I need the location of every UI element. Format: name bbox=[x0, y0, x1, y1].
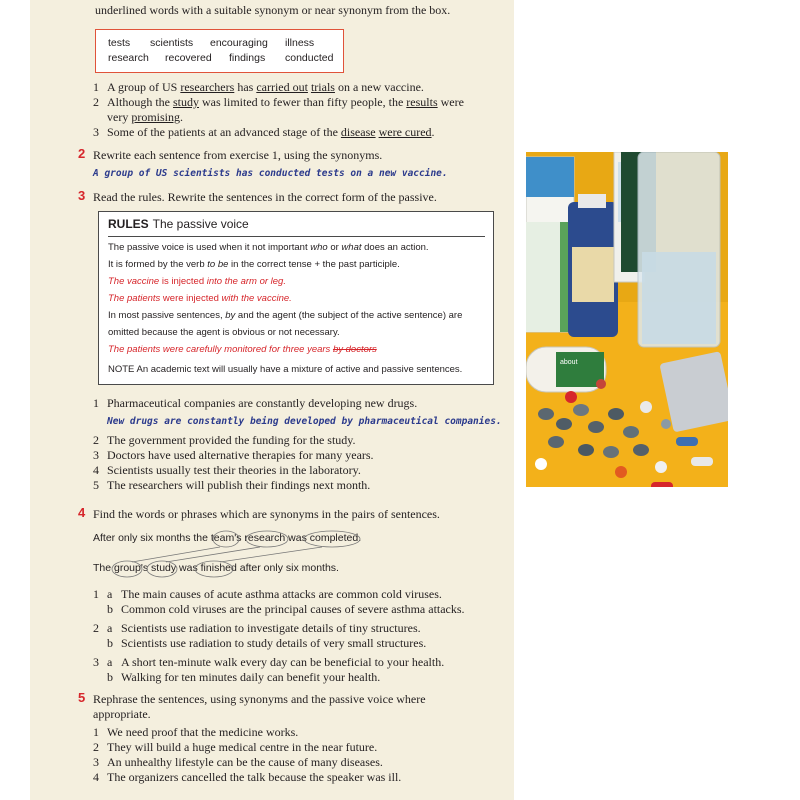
box-word: tests bbox=[108, 37, 131, 49]
ex3-item: 2 The government provided the funding for the study. bbox=[93, 433, 356, 447]
link-line bbox=[166, 547, 260, 562]
ex3-item: 3 Doctors have used alternative therapies for many years. bbox=[93, 448, 374, 462]
ex4-pair-3a: 3 a A short ten-minute walk every day can be beneficial to your health. bbox=[93, 655, 445, 669]
ex5-item: 3 An unhealthy lifestyle can be the cause of many diseases. bbox=[93, 755, 383, 769]
rule-line: It is formed by the verb to be in the correct tense + the past participle. bbox=[108, 259, 400, 270]
box-word: illness bbox=[285, 37, 315, 49]
rule-line: In most passive sentences, by and the agent (the subject of the active sentence) are bbox=[108, 310, 463, 321]
ex1-sentence-3: 3 Some of the patients at an advanced stage of the disease were cured. bbox=[93, 125, 435, 139]
ex5-instruction: Rephrase the sentences, using synonyms and the passive voice where bbox=[93, 692, 426, 706]
ex1-instruction-line: underlined words with a suitable synonym or near synonym from the box. bbox=[95, 3, 451, 17]
ex3-item: 5 The researchers will publish their findings next month. bbox=[93, 478, 371, 492]
circle-mark bbox=[195, 561, 233, 577]
rule-example: The vaccine is injected into the arm or leg. bbox=[108, 276, 286, 287]
rules-box bbox=[98, 211, 494, 385]
ex4-example-b: The group's study was finished after only six months. bbox=[93, 562, 339, 574]
ex5-item: 1 We need proof that the medicine works. bbox=[93, 725, 299, 739]
ex4-pair-2b: b Scientists use radiation to study details of very small structures. bbox=[107, 636, 427, 650]
ex4-example-a: After only six months the team's research was completed. bbox=[93, 532, 362, 544]
ex4-pair-2a: 2 a Scientists use radiation to investigate details of tiny structures. bbox=[93, 621, 421, 635]
rule-line: omitted because the agent is obvious or not necessary. bbox=[108, 327, 340, 338]
ex2-handwritten-answer: A group of US scientists has conducted tests on a new vaccine. bbox=[93, 168, 448, 179]
ex5-number: 5 bbox=[78, 690, 86, 705]
svg-text:about: about bbox=[560, 359, 578, 366]
ex4-instruction: Find the words or phrases which are synonyms in the pairs of sentences. bbox=[93, 507, 440, 521]
ex3-number: 3 bbox=[78, 188, 86, 203]
synonym-link-annotations bbox=[90, 525, 370, 581]
box-word: recovered bbox=[165, 52, 212, 64]
ex1-sentence-1: 1 A group of US researchers has carried out trials on a new vaccine. bbox=[93, 80, 424, 94]
ex2-instruction: Rewrite each sentence from exercise 1, using the synonyms. bbox=[93, 148, 383, 162]
circle-mark bbox=[147, 561, 177, 577]
ex4-pair-3b: b Walking for ten minutes daily can benefit your health. bbox=[107, 670, 381, 684]
ex3-handwritten-answer: New drugs are constantly being developed by pharmaceutical companies. bbox=[107, 416, 502, 427]
synonym-box bbox=[95, 29, 344, 73]
link-line bbox=[132, 547, 220, 562]
ex5-instruction-cont: appropriate. bbox=[93, 707, 151, 721]
circle-mark bbox=[213, 531, 239, 547]
rule-example: The patients were injected with the vaccine. bbox=[108, 293, 292, 304]
box-word: encouraging bbox=[210, 37, 268, 49]
medicine-photo bbox=[526, 152, 728, 487]
ex2-number: 2 bbox=[78, 146, 86, 161]
rules-divider bbox=[108, 236, 485, 237]
ex4-pair-1b: b Common cold viruses are the principal causes of severe asthma attacks. bbox=[107, 602, 465, 616]
ex5-item: 4 The organizers cancelled the talk because the speaker was ill. bbox=[93, 770, 402, 784]
box-word: research bbox=[108, 52, 149, 64]
rule-note: NOTE An academic text will usually have a mixture of active and passive sentences. bbox=[108, 364, 463, 375]
box-word: conducted bbox=[285, 52, 334, 64]
link-line bbox=[220, 547, 322, 562]
circle-mark bbox=[304, 531, 360, 547]
rule-line: The passive voice is used when it not important who or what does an action. bbox=[108, 242, 429, 253]
rules-heading: RULES The passive voice bbox=[108, 217, 249, 231]
ex3-instruction: Read the rules. Rewrite the sentences in the correct form of the passive. bbox=[93, 190, 437, 204]
ex4-number: 4 bbox=[78, 505, 86, 520]
box-word: scientists bbox=[150, 37, 194, 49]
circle-mark bbox=[246, 531, 288, 547]
box-word: findings bbox=[229, 52, 266, 64]
ex1-sentence-2: 2 Although the study was limited to fewer than fifty people, the results were bbox=[93, 95, 464, 109]
ex5-item: 2 They will build a huge medical centre in the near future. bbox=[93, 740, 378, 754]
medicine-illustration bbox=[526, 152, 728, 487]
ex3-item: 1 Pharmaceutical companies are constantly developing new drugs. bbox=[93, 396, 418, 410]
rule-example: The patients were carefully monitored for three years by doctors bbox=[108, 344, 377, 355]
ex1-sentence-2-cont: very promising. bbox=[107, 110, 183, 124]
ex3-item: 4 Scientists usually test their theories in the laboratory. bbox=[93, 463, 361, 477]
ex4-pair-1a: 1 a The main causes of acute asthma attacks are common cold viruses. bbox=[93, 587, 442, 601]
circle-mark bbox=[112, 561, 142, 577]
